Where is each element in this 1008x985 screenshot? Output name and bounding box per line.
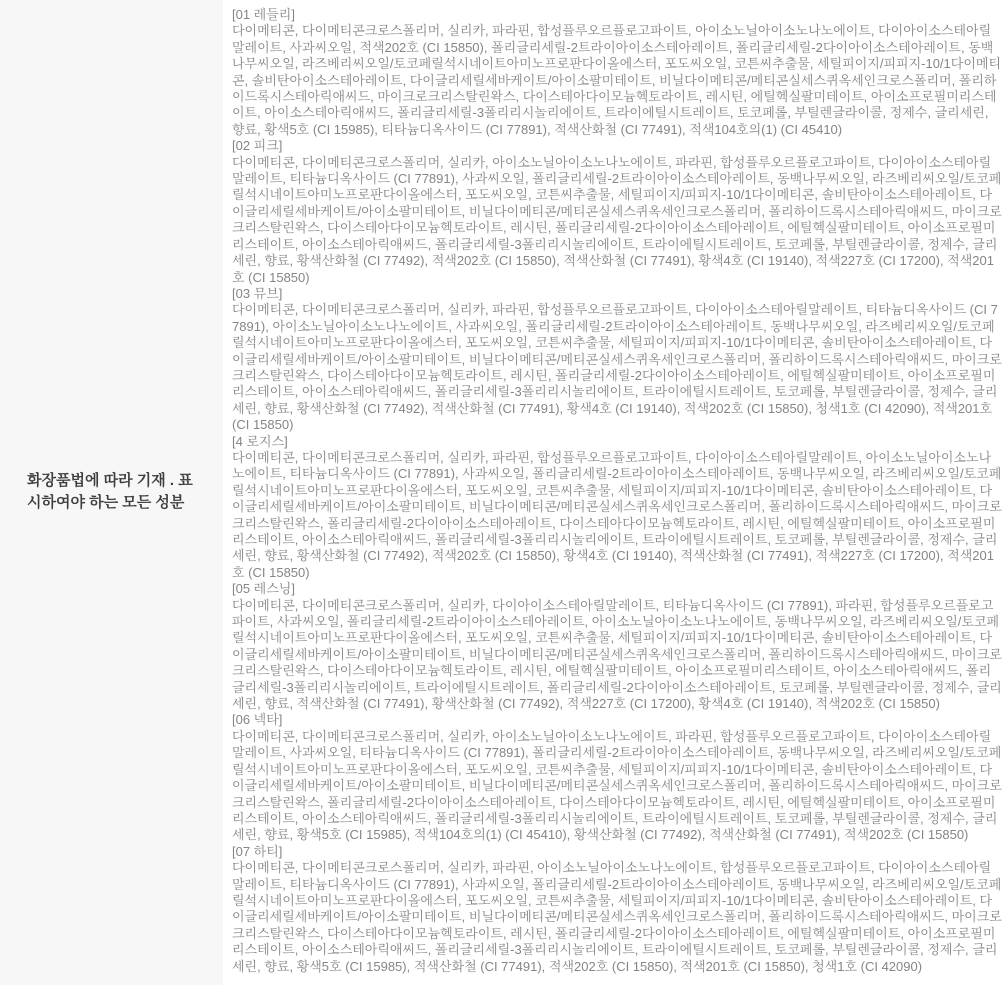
ingredient-section-03 bbox=[232, 286, 1003, 434]
section-ingredients: 다이메티콘, 다이메티콘크로스폴리머, 실리카, 파라핀, 합성플루오르플로고파이트, 다이아이소스테아릴말레이트, 아이소노닐아이소노나노에이트, 티타늄디옥사이드 (CI 77891), 사과씨오일, 폴리글리세릴-2트라이아이소스테아레이트, 동백나무씨오일, 라즈베리씨오일/토코페릴석시네이트아미노프로판다이올에스터, 포도씨오일, 코튼씨추출물, 세틸피이지/피피지-10/1다이메티콘, 솔비탄아이소스테아레이트, 다이글리세릴세바케이트/아이소팔미테이트, 비닐다이메티콘/메티콘실세스퀴옥세인크로스폴리머, 폴리하이드록시스테아릭애씨드, 마이크로크리스탈린왁스, 폴리글리세릴-2다이아이소스테아레이트, 다이스테아다이모늄헥토라이트, 레시틴, 에틸헥실팔미테이트, 아이소프로필미리스테이트, 아이소스테아릭애씨드, 폴리글리세릴-3폴리리시놀리에이트, 트라이에틸시트레이트, 토코페롤, 부틸렌글라이콜, 정제수, 글리세린, 향료, 황색산화철 (CI 77492), 적색202호 (CI 15850), 황색4호 (CI 19140), 적색산화철 (CI 77491), 적색227호 (CI 17200), 적색201호 (CI 15850) bbox=[232, 449, 1002, 580]
section-header: [07 하티] bbox=[232, 843, 283, 859]
section-header: [05 레스닝] bbox=[232, 581, 295, 597]
section-header: [03 뮤브] bbox=[232, 285, 283, 301]
section-header: [4 로지스] bbox=[232, 433, 288, 449]
ingredient-section-02 bbox=[232, 138, 1003, 286]
ingredients-label: 화장품법에 따라 기재 . 표시하여야 하는 모든 성분 bbox=[27, 472, 193, 512]
ingredient-section-01 bbox=[232, 7, 1003, 138]
ingredients-content-cell bbox=[223, 0, 1008, 985]
ingredient-section-07 bbox=[232, 844, 1003, 975]
section-ingredients: 다이메티콘, 다이메티콘크로스폴리머, 실리카, 아이소노닐아이소노나노에이트, 파라핀, 합성플루오르플로고파이트, 다이아이소스테아릴말레이트, 티타늄디옥사이드 (CI 77891), 사과씨오일, 폴리글리세릴-2트라이아이소스테아레이트, 동백나무씨오일, 라즈베리씨오일/토코페릴석시네이트아미노프로판다이올에스터, 포도씨오일, 코튼씨추출물, 세틸피이지/피피지-10/1다이메티콘, 솔비탄아이소스테아레이트, 다이글리세릴세바케이트/아이소팔미테이트, 비닐다이메티콘/메티콘실세스퀴옥세인크로스폴리머, 폴리하이드록시스테아릭애씨드, 마이크로크리스탈린왁스, 다이스테아다이모늄헥토라이트, 레시틴, 폴리글리세릴-2다이아이소스테아레이트, 에틸헥실팔미테이트, 아이소프로필미리스테이트, 아이소스테아릭애씨드, 폴리글리세릴-3폴리리시놀리에이트, 트라이에틸시트레이트, 토코페롤, 부틸렌글라이콜, 정제수, 글리세린, 향료, 황색산화철 (CI 77492), 적색202호 (CI 15850), 적색산화철 (CI 77491), 황색4호 (CI 19140), 적색227호 (CI 17200), 적색201호 (CI 15850) bbox=[232, 154, 1002, 285]
section-ingredients: 다이메티콘, 다이메티콘크로스폴리머, 실리카, 파라핀, 합성플루오르플로고파이트, 아이소노닐아이소노나노에이트, 다이아이소스테아릴말레이트, 사과씨오일, 적색202호 (CI 15850), 폴리글리세릴-2트라이아이소스테아레이트, 폴리글리세릴-2다이아이소스테아레이트, 동백나무씨오일, 라즈베리씨오일/토코페릴석시네이트아미노프로판다이올에스터, 포도씨오일, 코튼씨추출물, 세틸피이지/피피지-10/1다이메티콘, 솔비탄아이소스테아레이트, 다이글리세릴세바케이트/아이소팔미테이트, 비닐다이메티콘/메티콘실세스퀴옥세인크로스폴리머, 폴리하이드록시스테아릭애씨드, 마이크로크리스탈린왁스, 다이스테아다이모늄헥토라이트, 레시틴, 에틸헥실팔미테이트, 아이소프로필미리스테이트, 아이소스테아릭애씨드, 폴리글리세릴-3폴리리시놀리에이트, 트라이에틸시트레이트, 토코페롤, 부틸렌글라이콜, 정제수, 글리세린, 향료, 황색5호 (CI 15985), 티타늄디옥사이드 (CI 77891), 적색산화철 (CI 77491), 적색104호의(1) (CI 45410) bbox=[232, 23, 1001, 137]
ingredients-label-cell bbox=[0, 0, 223, 985]
section-ingredients: 다이메티콘, 다이메티콘크로스폴리머, 실리카, 아이소노닐아이소노나노에이트, 파라핀, 합성플루오르플로고파이트, 다이아이소스테아릴말레이트, 사과씨오일, 티타늄디옥사이드 (CI 77891), 폴리글리세릴-2트라이아이소스테아레이트, 동백나무씨오일, 라즈베리씨오일/토코페릴석시네이트아미노프로판다이올에스터, 포도씨오일, 코튼씨추출물, 세틸피이지/피피지-10/1다이메티콘, 솔비탄아이소스테아레이트, 다이글리세릴세바케이트/아이소팔미테이트, 비닐다이메티콘/메티콘실세스퀴옥세인크로스폴리머, 폴리하이드록시스테아릭애씨드, 마이크로크리스탈린왁스, 폴리글리세릴-2다이아이소스테아레이트, 다이스테아다이모늄헥토라이트, 레시틴, 에틸헥실팔미테이트, 아이소프로필미리스테이트, 아이소스테아릭애씨드, 폴리글리세릴-3폴리리시놀리에이트, 트라이에틸시트레이트, 토코페롤, 부틸렌글라이콜, 정제수, 글리세린, 향료, 황색5호 (CI 15985), 적색104호의(1) (CI 45410), 황색산화철 (CI 77492), 적색산화철 (CI 77491), 적색202호 (CI 15850) bbox=[232, 728, 1002, 843]
section-header: [02 피크] bbox=[232, 138, 283, 154]
ingredient-section-04 bbox=[232, 434, 1003, 582]
section-ingredients: 다이메티콘, 다이메티콘크로스폴리머, 실리카, 다이아이소스테아릴말레이트, 티타늄디옥사이드 (CI 77891), 파라핀, 합성플루오르플로고파이트, 사과씨오일, 폴리글리세릴-2트라이아이소스테아레이트, 아이소노닐아이소노나노에이트, 동백나무씨오일, 라즈베리씨오일/토코페릴석시네이트아미노프로판다이올에스터, 포도씨오일, 코튼씨추출물, 세틸피이지/피피지-10/1다이메티콘, 솔비탄아이소스테아레이트, 다이글리세릴세바케이트/아이소팔미테이트, 비닐다이메티콘/메티콘실세스퀴옥세인크로스폴리머, 폴리하이드록시스테아릭애씨드, 마이크로크리스탈린왁스, 다이스테아다이모늄헥토라이트, 레시틴, 에틸헥실팔미테이트, 아이소프로필미리스테이트, 아이소스테아릭애씨드, 폴리글리세릴-3폴리리시놀리에이트, 트라이에틸시트레이트, 폴리글리세릴-2다이아이소스테아레이트, 토코페롤, 부틸렌글라이콜, 정제수, 글리세린, 향료, 적색산화철 (CI 77491), 황색산화철 (CI 77492), 적색227호 (CI 17200), 황색4호 (CI 19140), 적색202호 (CI 15850) bbox=[232, 597, 1002, 712]
section-header: [06 넥타] bbox=[232, 712, 283, 728]
section-ingredients: 다이메티콘, 다이메티콘크로스폴리머, 실리카, 파라핀, 아이소노닐아이소노나노에이트, 합성플루오르플로고파이트, 다이아이소스테아릴말레이트, 티타늄디옥사이드 (CI 77891), 사과씨오일, 폴리글리세릴-2트라이아이소스테아레이트, 동백나무씨오일, 라즈베리씨오일/토코페릴석시네이트아미노프로판다이올에스터, 포도씨오일, 코튼씨추출물, 세틸피이지/피피지-10/1다이메티콘, 솔비탄아이소스테아레이트, 다이글리세릴세바케이트/아이소팔미테이트, 비닐다이메티콘/메티콘실세스퀴옥세인크로스폴리머, 폴리하이드록시스테아릭애씨드, 마이크로크리스탈린왁스, 다이스테아다이모늄헥토라이트, 레시틴, 폴리글리세릴-2다이아이소스테아레이트, 에틸헥실팔미테이트, 아이소프로필미리스테이트, 아이소스테아릭애씨드, 폴리글리세릴-3폴리리시놀리에이트, 트라이에틸시트레이트, 토코페롤, 부틸렌글라이콜, 정제수, 글리세린, 향료, 황색5호 (CI 15985), 적색산화철 (CI 77491), 적색202호 (CI 15850), 적색201호 (CI 15850), 청색1호 (CI 42090) bbox=[232, 860, 1002, 974]
section-header: [01 레들리] bbox=[232, 7, 295, 22]
section-ingredients: 다이메티콘, 다이메티콘크로스폴리머, 실리카, 파라핀, 합성플루오르플로고파이트, 다이아이소스테아릴말레이트, 티타늄디옥사이드 (CI 77891), 아이소노닐아이소노나노에이트, 사과씨오일, 폴리글리세릴-2트라이아이소스테아레이트, 동백나무씨오일, 라즈베리씨오일/토코페릴석시네이트아미노프로판다이올에스터, 포도씨오일, 코튼씨추출물, 세틸피이지/피피지-10/1다이메티콘, 솔비탄아이소스테아레이트, 다이글리세릴세바케이트/아이소팔미테이트, 비닐다이메티콘/메티콘실세스퀴옥세인크로스폴리머, 폴리하이드록시스테아릭애씨드, 마이크로크리스탈린왁스, 다이스테아다이모늄헥토라이트, 레시틴, 폴리글리세릴-2다이아이소스테아레이트, 에틸헥실팔미테이트, 아이소프로필미리스테이트, 아이소스테아릭애씨드, 폴리글리세릴-3폴리리시놀리에이트, 트라이에틸시트레이트, 토코페롤, 부틸렌글라이콜, 정제수, 글리세린, 향료, 황색산화철 (CI 77492), 적색산화철 (CI 77491), 황색4호 (CI 19140), 적색202호 (CI 15850), 청색1호 (CI 42090), 적색201호 (CI 15850) bbox=[232, 302, 1002, 433]
ingredient-section-05 bbox=[232, 581, 1003, 712]
ingredient-section-06 bbox=[232, 712, 1003, 843]
